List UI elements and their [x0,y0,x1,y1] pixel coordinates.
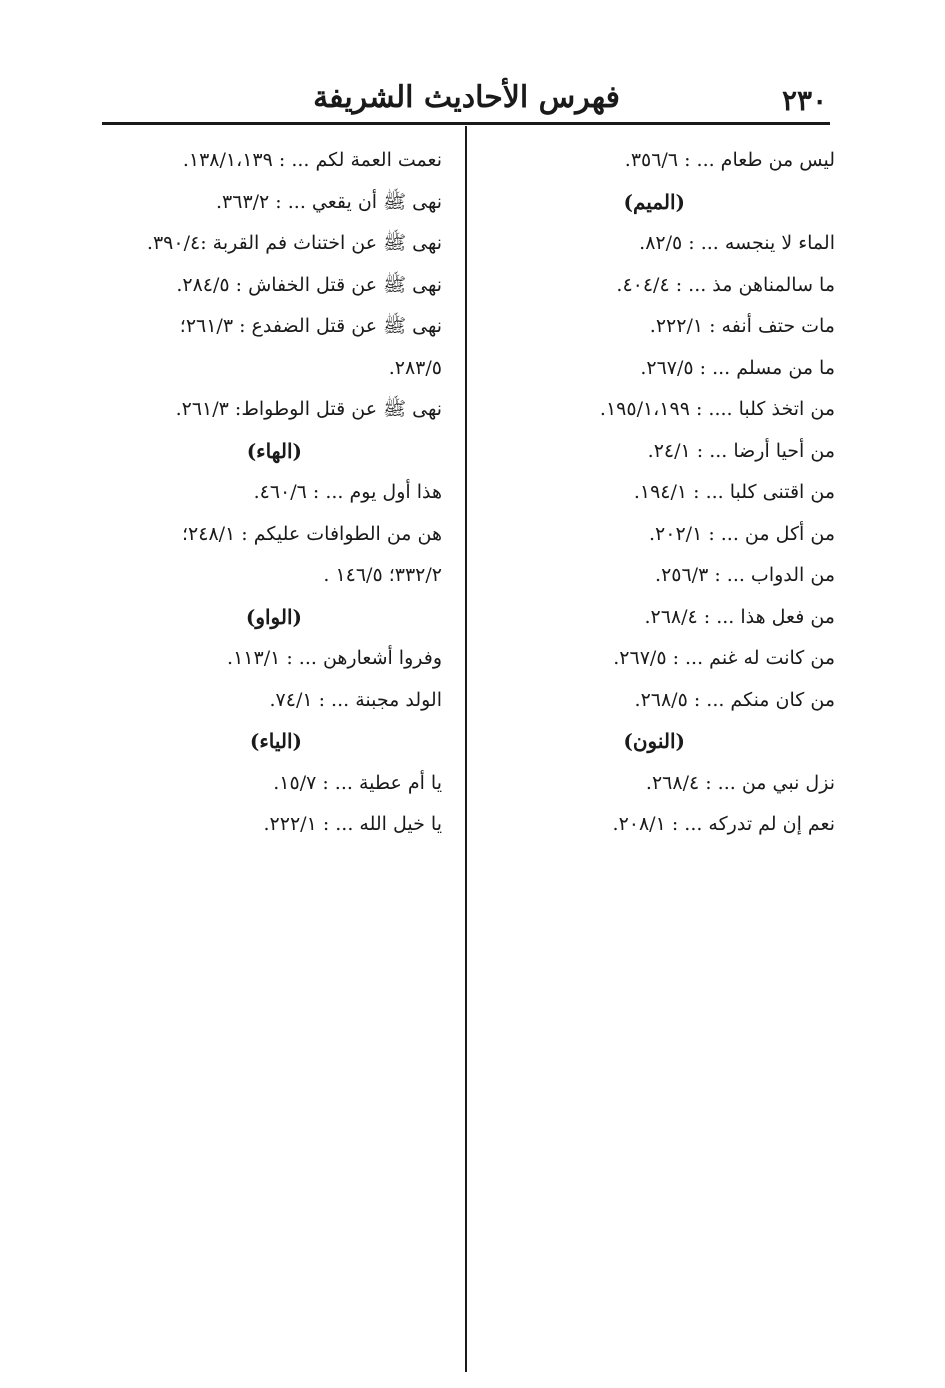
section-heading-nun: (النون) [623,729,685,753]
index-entry: الماء لا ينجسه ... : ٨٢/٥. [639,232,835,254]
index-entry: من اتخذ كلبا .... : ١٩٥/١،١٩٩. [599,398,835,420]
column-divider [465,126,467,1372]
index-entry: نهى ﷺ عن قتل الخفاش : ٢٨٤/٥. [176,273,442,296]
index-entry: نهى ﷺ أن يقعي ... : ٣٦٣/٢. [215,190,442,213]
index-entry: هن من الطوافات عليكم : ٢٤٨/١؛ [181,522,442,545]
index-entry-continuation: ٣٣٢/٢؛ ١٤٦/٥ . [323,564,442,586]
index-entry: نهى ﷺ عن اختناث فم القربة :٣٩٠/٤. [146,232,442,254]
index-entry: نعمت العمة لكم ... : ١٣٨/١،١٣٩. [182,149,442,171]
index-entry: نهى ﷺ عن قتل الضفدع : ٢٦١/٣؛ [179,315,442,337]
index-entry: ما سالمناهن مذ ... : ٤٠٤/٤. [616,273,835,296]
page-number: ٢٣٠ [782,84,828,117]
section-heading-ya: (الياء) [249,729,302,753]
section-heading-waw: (الواو) [245,604,302,629]
section-heading-mim: (الميم) [623,189,685,214]
index-entry: من كان منكم ... : ٢٦٨/٥. [634,688,835,711]
index-entry: نزل نبي من ... : ٢٦٨/٤. [645,771,835,794]
index-entry: هذا أول يوم ... : ٤٦٠/٦. [253,481,442,503]
index-entry: من الدواب ... : ٢٥٦/٣. [655,564,835,586]
index-entry: من أكل من ... : ٢٠٢/١. [649,522,835,545]
index-entry: يا أم عطية ... : ١٥/٧. [273,771,442,794]
index-entry-continuation: ٢٨٣/٥. [388,356,442,379]
index-entry: ليس من طعام ... : ٣٥٦/٦. [624,149,835,171]
running-title: فهرس الأحاديث الشريفة [313,80,620,115]
section-heading-ha: (الهاء) [246,438,302,463]
index-entry: وفروا أشعارهن ... : ١١٣/١. [227,647,442,669]
header-rule [102,122,830,125]
index-entry: من اقتنى كلبا ... : ١٩٤/١. [633,481,835,503]
index-column-left [100,140,442,846]
index-entry: مات حتف أنفه : ٢٢٢/١. [649,315,835,337]
index-entry: يا خيل الله ... : ٢٢٢/١. [263,813,442,835]
index-entry: من فعل هذا ... : ٢٦٨/٤. [644,605,835,628]
index-entry: من كانت له غنم ... : ٢٦٧/٥. [613,647,835,669]
index-entry: الولد مجبنة ... : ٧٤/١. [269,688,442,711]
index-entry: نهى ﷺ عن قتل الوطواط: ٢٦١/٣. [175,398,442,420]
index-entry: من أحيا أرضا ... : ٢٤/١. [647,439,835,462]
index-column-right [505,140,835,846]
index-entry: ما من مسلم ... : ٢٦٧/٥. [640,356,835,379]
index-entry: نعم إن لم تدركه ... : ٢٠٨/١. [612,813,835,835]
